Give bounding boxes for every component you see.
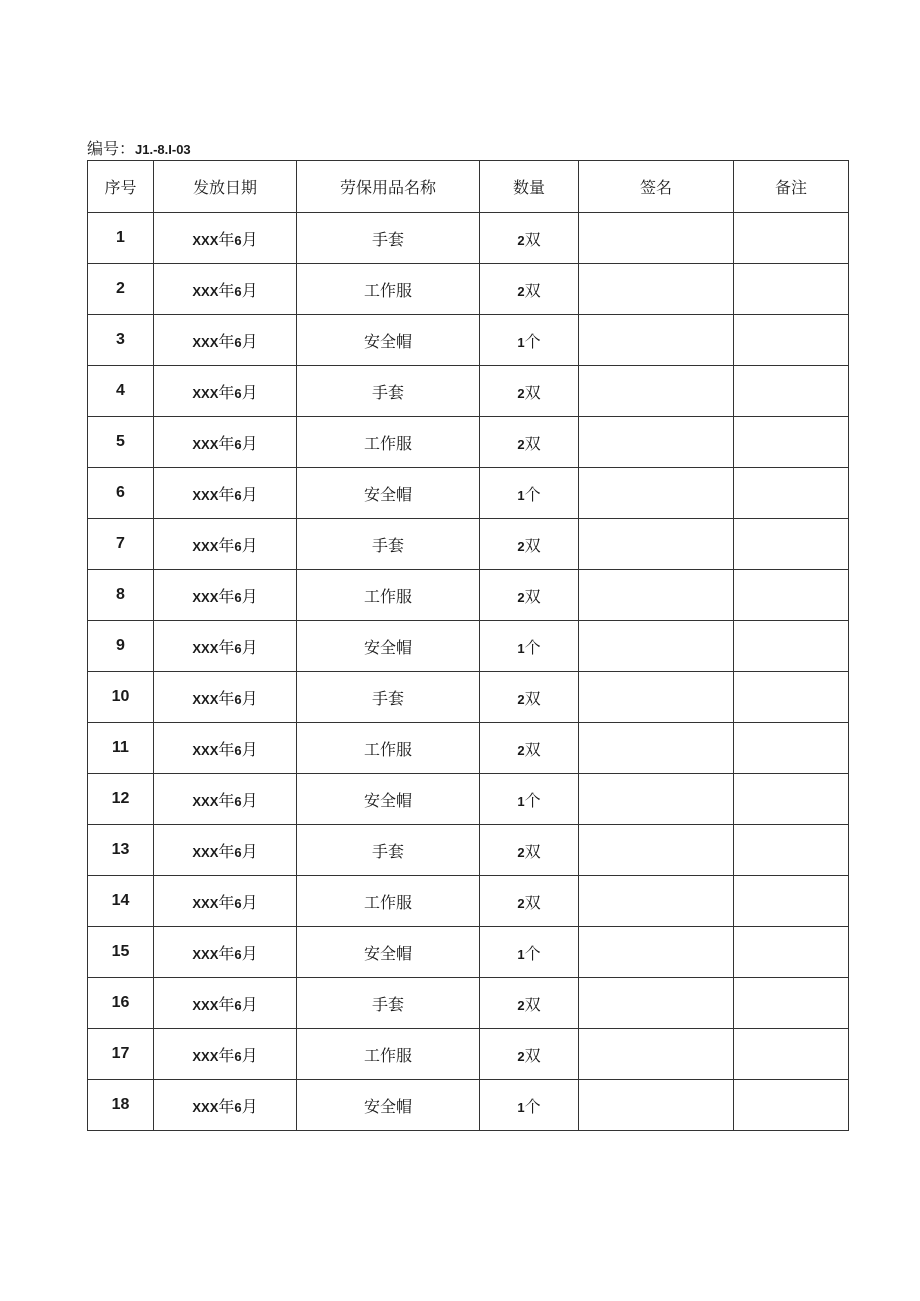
date-year-number: XXX	[192, 538, 219, 554]
cell-signature[interactable]	[579, 264, 734, 315]
qty-number: 1	[517, 487, 525, 503]
cell-qty	[480, 519, 579, 570]
qty-number: 2	[517, 436, 525, 452]
date-month-unit: 月	[241, 1096, 258, 1116]
cell-signature[interactable]	[579, 621, 734, 672]
date-year-unit: 年	[218, 1045, 235, 1065]
date-month-unit: 月	[241, 331, 258, 351]
date-year-unit: 年	[218, 892, 235, 912]
date-month-number: 6	[234, 793, 242, 809]
cell-seq: 15	[88, 927, 154, 978]
date-year-unit: 年	[218, 994, 235, 1014]
date-year-unit: 年	[218, 331, 235, 351]
cell-date	[154, 468, 297, 519]
cell-seq: 13	[88, 825, 154, 876]
cell-item: 工作服	[297, 876, 480, 927]
date-month-unit: 月	[241, 535, 258, 555]
cell-seq: 16	[88, 978, 154, 1029]
date-year-number: XXX	[192, 487, 219, 503]
qty-number: 2	[517, 742, 525, 758]
cell-signature[interactable]	[579, 468, 734, 519]
date-year-number: XXX	[192, 232, 219, 248]
cell-date	[154, 927, 297, 978]
date-month-unit: 月	[241, 586, 258, 606]
cell-date	[154, 621, 297, 672]
date-year-unit: 年	[218, 739, 235, 759]
qty-unit: 个	[524, 943, 541, 963]
date-month-number: 6	[234, 844, 242, 860]
qty-unit: 双	[524, 994, 541, 1014]
date-year-unit: 年	[218, 637, 235, 657]
date-year-unit: 年	[218, 280, 235, 300]
cell-remark[interactable]	[734, 264, 849, 315]
cell-remark[interactable]	[734, 1080, 849, 1131]
table-row	[88, 315, 849, 366]
date-year-number: XXX	[192, 793, 219, 809]
cell-qty	[480, 417, 579, 468]
qty-unit: 个	[524, 484, 541, 504]
document-code-value: J1.-8.I-03	[135, 142, 191, 157]
qty-number: 2	[517, 232, 525, 248]
qty-unit: 个	[524, 1096, 541, 1116]
date-month-number: 6	[234, 1099, 242, 1115]
cell-item: 手套	[297, 978, 480, 1029]
cell-seq: 7	[88, 519, 154, 570]
cell-qty	[480, 723, 579, 774]
date-month-unit: 月	[241, 484, 258, 504]
cell-qty	[480, 315, 579, 366]
table-row	[88, 264, 849, 315]
cell-signature[interactable]	[579, 978, 734, 1029]
table-row	[88, 468, 849, 519]
date-year-number: XXX	[192, 1048, 219, 1064]
date-month-number: 6	[234, 997, 242, 1013]
cell-item: 安全帽	[297, 621, 480, 672]
date-year-unit: 年	[218, 433, 235, 453]
cell-signature[interactable]	[579, 723, 734, 774]
cell-qty	[480, 570, 579, 621]
cell-item: 工作服	[297, 570, 480, 621]
date-year-unit: 年	[218, 790, 235, 810]
cell-signature[interactable]	[579, 366, 734, 417]
cell-item: 安全帽	[297, 927, 480, 978]
date-year-number: XXX	[192, 589, 219, 605]
date-month-unit: 月	[241, 994, 258, 1014]
date-month-number: 6	[234, 895, 242, 911]
date-month-number: 6	[234, 283, 242, 299]
qty-number: 2	[517, 691, 525, 707]
ppe-issue-table	[87, 160, 849, 1131]
table-row	[88, 927, 849, 978]
table-row	[88, 1029, 849, 1080]
cell-remark[interactable]	[734, 213, 849, 264]
table-row	[88, 774, 849, 825]
document-code-label: 编号：	[87, 139, 136, 158]
table-row	[88, 825, 849, 876]
qty-number: 1	[517, 793, 525, 809]
cell-item: 工作服	[297, 723, 480, 774]
cell-signature[interactable]	[579, 774, 734, 825]
cell-seq: 3	[88, 315, 154, 366]
cell-signature[interactable]	[579, 1029, 734, 1080]
cell-date	[154, 978, 297, 1029]
cell-item: 安全帽	[297, 1080, 480, 1131]
table-row	[88, 519, 849, 570]
table-row	[88, 417, 849, 468]
cell-qty	[480, 672, 579, 723]
cell-signature[interactable]	[579, 1080, 734, 1131]
date-month-number: 6	[234, 232, 242, 248]
date-month-unit: 月	[241, 739, 258, 759]
qty-unit: 双	[524, 382, 541, 402]
date-year-number: XXX	[192, 334, 219, 350]
date-month-number: 6	[234, 334, 242, 350]
cell-item: 手套	[297, 366, 480, 417]
qty-unit: 双	[524, 739, 541, 759]
date-year-number: XXX	[192, 640, 219, 656]
cell-signature[interactable]	[579, 519, 734, 570]
qty-number: 1	[517, 640, 525, 656]
cell-qty	[480, 876, 579, 927]
date-year-unit: 年	[218, 229, 235, 249]
qty-unit: 双	[524, 892, 541, 912]
date-year-unit: 年	[218, 688, 235, 708]
qty-number: 2	[517, 997, 525, 1013]
cell-signature[interactable]	[579, 672, 734, 723]
qty-number: 2	[517, 844, 525, 860]
cell-item: 安全帽	[297, 774, 480, 825]
qty-unit: 个	[524, 331, 541, 351]
table-row	[88, 672, 849, 723]
cell-date	[154, 366, 297, 417]
date-month-unit: 月	[241, 790, 258, 810]
cell-signature[interactable]	[579, 315, 734, 366]
cell-remark[interactable]	[734, 825, 849, 876]
cell-qty	[480, 1080, 579, 1131]
qty-number: 2	[517, 538, 525, 554]
table-body	[88, 213, 849, 1131]
date-year-number: XXX	[192, 742, 219, 758]
header-qty: 数量	[480, 161, 579, 213]
date-year-number: XXX	[192, 1099, 219, 1115]
date-month-number: 6	[234, 691, 242, 707]
table-row	[88, 570, 849, 621]
header-item: 劳保用品名称	[297, 161, 480, 213]
table-header-row	[88, 161, 849, 213]
cell-seq: 11	[88, 723, 154, 774]
cell-signature[interactable]	[579, 213, 734, 264]
cell-date	[154, 264, 297, 315]
cell-remark[interactable]	[734, 417, 849, 468]
cell-seq: 12	[88, 774, 154, 825]
qty-unit: 个	[524, 637, 541, 657]
date-year-number: XXX	[192, 946, 219, 962]
cell-seq: 6	[88, 468, 154, 519]
document-code	[87, 139, 191, 160]
cell-signature[interactable]	[579, 927, 734, 978]
table-row	[88, 876, 849, 927]
header-seq: 序号	[88, 161, 154, 213]
cell-seq: 17	[88, 1029, 154, 1080]
cell-seq: 4	[88, 366, 154, 417]
cell-seq: 10	[88, 672, 154, 723]
cell-seq: 9	[88, 621, 154, 672]
cell-signature[interactable]	[579, 876, 734, 927]
date-month-number: 6	[234, 436, 242, 452]
cell-qty	[480, 213, 579, 264]
cell-remark[interactable]	[734, 876, 849, 927]
date-year-unit: 年	[218, 535, 235, 555]
date-month-number: 6	[234, 487, 242, 503]
qty-unit: 个	[524, 790, 541, 810]
cell-date	[154, 774, 297, 825]
cell-item: 安全帽	[297, 468, 480, 519]
qty-unit: 双	[524, 1045, 541, 1065]
table-row	[88, 978, 849, 1029]
cell-remark[interactable]	[734, 723, 849, 774]
date-year-unit: 年	[218, 943, 235, 963]
cell-remark[interactable]	[734, 978, 849, 1029]
date-month-unit: 月	[241, 229, 258, 249]
cell-date	[154, 825, 297, 876]
qty-number: 1	[517, 334, 525, 350]
cell-item: 安全帽	[297, 315, 480, 366]
cell-item: 工作服	[297, 1029, 480, 1080]
date-year-unit: 年	[218, 586, 235, 606]
qty-number: 2	[517, 895, 525, 911]
date-month-unit: 月	[241, 637, 258, 657]
cell-item: 手套	[297, 213, 480, 264]
cell-date	[154, 1029, 297, 1080]
date-month-unit: 月	[241, 382, 258, 402]
qty-unit: 双	[524, 280, 541, 300]
date-month-number: 6	[234, 946, 242, 962]
date-month-unit: 月	[241, 688, 258, 708]
cell-date	[154, 315, 297, 366]
qty-unit: 双	[524, 688, 541, 708]
cell-remark[interactable]	[734, 774, 849, 825]
date-year-number: XXX	[192, 844, 219, 860]
cell-qty	[480, 774, 579, 825]
cell-remark[interactable]	[734, 927, 849, 978]
date-year-unit: 年	[218, 484, 235, 504]
cell-seq: 1	[88, 213, 154, 264]
cell-seq: 2	[88, 264, 154, 315]
date-year-number: XXX	[192, 997, 219, 1013]
cell-qty	[480, 366, 579, 417]
cell-date	[154, 723, 297, 774]
cell-item: 工作服	[297, 417, 480, 468]
date-month-number: 6	[234, 1048, 242, 1064]
cell-remark[interactable]	[734, 672, 849, 723]
date-year-number: XXX	[192, 385, 219, 401]
cell-item: 手套	[297, 519, 480, 570]
cell-date	[154, 1080, 297, 1131]
cell-seq: 8	[88, 570, 154, 621]
cell-remark[interactable]	[734, 621, 849, 672]
cell-qty	[480, 978, 579, 1029]
cell-remark[interactable]	[734, 468, 849, 519]
qty-unit: 双	[524, 535, 541, 555]
cell-signature[interactable]	[579, 825, 734, 876]
cell-remark[interactable]	[734, 315, 849, 366]
cell-remark[interactable]	[734, 366, 849, 417]
cell-qty	[480, 468, 579, 519]
cell-signature[interactable]	[579, 570, 734, 621]
date-year-number: XXX	[192, 283, 219, 299]
date-month-number: 6	[234, 742, 242, 758]
cell-date	[154, 417, 297, 468]
qty-number: 2	[517, 385, 525, 401]
cell-qty	[480, 1029, 579, 1080]
header-date: 发放日期	[154, 161, 297, 213]
cell-item: 工作服	[297, 264, 480, 315]
date-month-number: 6	[234, 589, 242, 605]
qty-number: 2	[517, 283, 525, 299]
header-remark: 备注	[734, 161, 849, 213]
date-month-unit: 月	[241, 280, 258, 300]
cell-remark[interactable]	[734, 1029, 849, 1080]
cell-qty	[480, 621, 579, 672]
date-year-number: XXX	[192, 436, 219, 452]
table-row	[88, 366, 849, 417]
cell-seq: 18	[88, 1080, 154, 1131]
cell-seq: 5	[88, 417, 154, 468]
cell-seq: 14	[88, 876, 154, 927]
cell-qty	[480, 825, 579, 876]
date-year-number: XXX	[192, 895, 219, 911]
date-year-unit: 年	[218, 382, 235, 402]
date-month-number: 6	[234, 640, 242, 656]
table-row	[88, 723, 849, 774]
cell-date	[154, 672, 297, 723]
header-signature: 签名	[579, 161, 734, 213]
cell-qty	[480, 927, 579, 978]
qty-number: 1	[517, 946, 525, 962]
date-month-unit: 月	[241, 841, 258, 861]
date-month-unit: 月	[241, 1045, 258, 1065]
date-month-number: 6	[234, 538, 242, 554]
table-row	[88, 1080, 849, 1131]
date-year-unit: 年	[218, 1096, 235, 1116]
cell-item: 手套	[297, 672, 480, 723]
cell-date	[154, 213, 297, 264]
cell-signature[interactable]	[579, 417, 734, 468]
date-month-unit: 月	[241, 433, 258, 453]
qty-unit: 双	[524, 586, 541, 606]
qty-unit: 双	[524, 841, 541, 861]
cell-remark[interactable]	[734, 570, 849, 621]
cell-date	[154, 570, 297, 621]
cell-date	[154, 876, 297, 927]
cell-item: 手套	[297, 825, 480, 876]
cell-date	[154, 519, 297, 570]
cell-remark[interactable]	[734, 519, 849, 570]
date-year-unit: 年	[218, 841, 235, 861]
qty-number: 2	[517, 589, 525, 605]
qty-number: 2	[517, 1048, 525, 1064]
qty-unit: 双	[524, 229, 541, 249]
date-year-number: XXX	[192, 691, 219, 707]
cell-qty	[480, 264, 579, 315]
qty-number: 1	[517, 1099, 525, 1115]
qty-unit: 双	[524, 433, 541, 453]
date-month-number: 6	[234, 385, 242, 401]
date-month-unit: 月	[241, 892, 258, 912]
date-month-unit: 月	[241, 943, 258, 963]
table-row	[88, 621, 849, 672]
table-row	[88, 213, 849, 264]
